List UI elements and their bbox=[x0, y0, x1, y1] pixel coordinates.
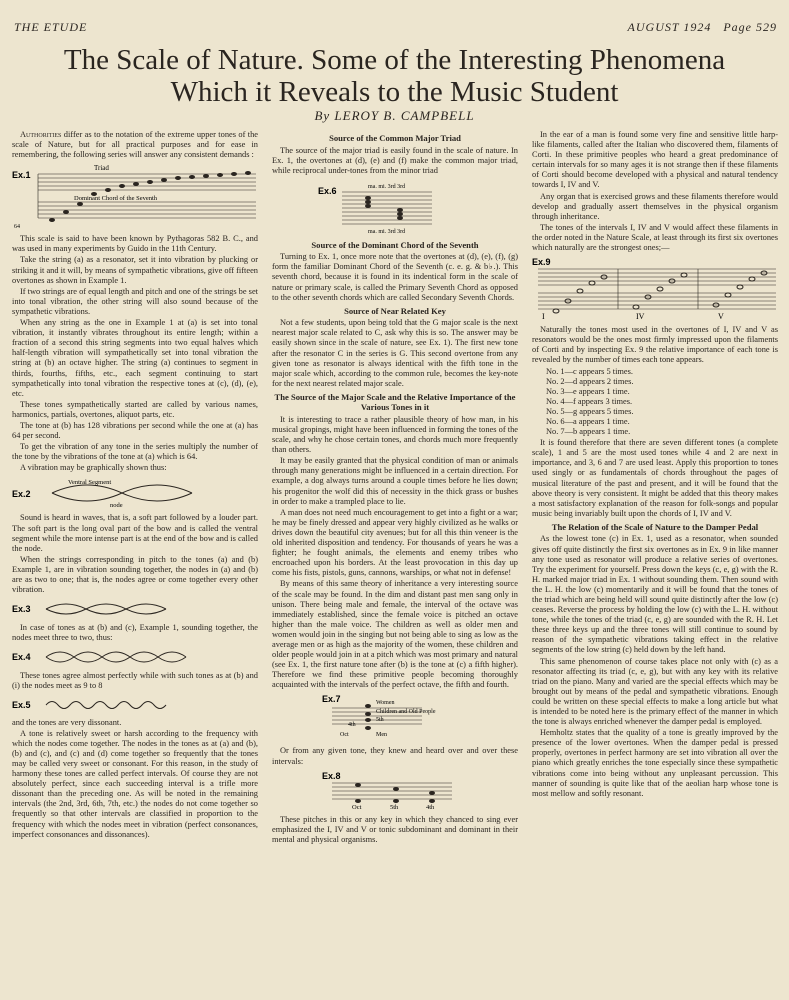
example-1-staff bbox=[12, 164, 258, 230]
example-3-wave bbox=[12, 599, 258, 619]
example-7-staff bbox=[272, 694, 518, 742]
example-2-label: Ex.2 bbox=[12, 489, 31, 500]
example-9-staff bbox=[532, 257, 778, 321]
low-c-label: 64 bbox=[14, 224, 20, 231]
heading-damper-pedal: The Relation of the Scale of Nature to the Damper Pedal bbox=[551, 521, 759, 532]
article-title: The Scale of Nature. Some of the Interesting Phenomena Which it Reveals to the Music Student bbox=[63, 44, 726, 108]
svg-text:Children and Old People: Children and Old People bbox=[376, 709, 436, 716]
example-6-label: Ex.6 bbox=[318, 185, 337, 196]
svg-text:4th: 4th bbox=[426, 803, 435, 811]
example-5-wave bbox=[12, 696, 258, 714]
svg-text:I: I bbox=[542, 312, 545, 322]
example-6-staff bbox=[272, 180, 518, 236]
svg-text:IV: IV bbox=[636, 312, 645, 322]
heading-near-related-key: Source of Near Related Key bbox=[344, 305, 446, 316]
example-8-label: Ex.8 bbox=[322, 770, 341, 781]
heading-major-triad: Source of the Common Major Triad bbox=[329, 133, 461, 143]
magazine-name: THE ETUDE bbox=[14, 20, 88, 34]
ventral-segment-label: Ventral Segment bbox=[68, 479, 112, 487]
svg-text:Women: Women bbox=[376, 700, 395, 707]
list-item: No. 1—c appears 5 times. bbox=[546, 366, 633, 376]
svg-text:ma. mi. 3rd 3rd: ma. mi. 3rd 3rd bbox=[368, 183, 406, 190]
svg-text:Ex.5: Ex.5 bbox=[12, 699, 31, 710]
issue-date-page: AUGUST 1924 Page 529 bbox=[627, 20, 777, 34]
list-item: No. 5—g appears 5 times. bbox=[546, 406, 634, 416]
svg-text:Ex.4: Ex.4 bbox=[12, 652, 31, 663]
list-item: No. 7—b appears 1 time. bbox=[546, 427, 631, 437]
column-1: Authorities differ as to the notation of the extreme upper tones of the scale of Nature, but for all practical purposes and for ease in remembering, the following series will answer any consistent demands : Ex.1 Triad Dominant Chord of the Seventh 64 This scale is said to have been known by Pythagoras 582 B. C., and was used in many experiments by Guido in the 11th Century. Take the string (a) as a resonator, set it into vibration by plucking or striking it and it will, by means of sympathetic vibrations, give off fifteen overtones as shown in Example 1. If two strings are of equal length and pitch and one of the strings be set into tonal vibration, the other string will also sound because of the sympathetic vibrations. When any string as the one in Example 1 at (a) is set into tonal vibration, it instantly vibrates throughout its entire length; within a fraction of a second this string segments into two equal halves which half-length vibration will sympathetically set into tonal vibration the string at (b) an octave higher. The string (a) continues to segment in thirds, fourths, fifths, etc., each segment continuing to start sympathetically into tonal vibration the respective tones at (c), (d), (e), etc. These tones sympathetically started are called by various names, harmonics, partials, overtones, aliquot parts, etc. The tone at (b) has 128 vibrations per second while the one at (a) has 64 per second. To get the vibration of any tone in the series multiply the number of the tone by the vibrations of the tone at (a) which is 64. A vibration may be graphically shown thus: Ex.2 Ventral Segment node Sound is heard in waves, that is, a soft part followed by a louder part. The soft part is the long oval part of the bow and is called the ventral segment while the more intense part is at the end of the bow and is called the node. When the strings corresponding in pitch to the tones (a) and (b) Example 1, are in vibration sounding together, the nodes in (a) and (b) are as two to one; that is, the nodes agree or come together every other vibration. Ex.3 In case of tones as at (b) and (c), Example 1, sounding together, the nodes meet three to two, thus: Ex.4 These tones agree almost perfectly while with such tones as at (b) and (i) the nodes meet as 9 to 8 Ex.5 and the tones are very dissonant. A tone is relatively sweet or harsh according to the frequency with which the nodes come together. The nodes in the tones as at (a) and (b), (b) and (c), and (c) and (d) come together so frequently that the tones may be called very sweet or consonant. For this reason, in the study of harmony these tones are called perfect intervals. Of course they are not absolutely perfect, since each succeeding interval is a trifle more dissonant than the preceding one. As will be noted in the remaining intervals (the 2nd, 3rd, 6th, 7th, etc.) the nodes do not come together so frequently so that other intervals are classified in proportion to the frequency with which the nodes meet in vibration (perfect consonances, imperfect consonances and dissonances). bbox=[12, 130, 259, 839]
column-2: Source of the Common Major Triad The source of the major triad is easily found in the scale of nature. In Ex. 1, the overtones at (d), (e) and (f) make the common major triad, while reciprocal under-tones from the minor triad Ex.6 ma. mi. 3rd 3rd ma. mi. 3rd 3rd Source of the Dominant Chord of the Seventh Turning to Ex. 1, once more note that the overtones at (d), (e), (f), (g) form the familiar Dominant Chord of the Seventh (c. e. g. & b♭.). This seventh chord, because it is found in its indentical form in the scale of nature or primary scale, is called the Primary Seventh Chord as opposed to the other seventh chords which are called Secondary Seventh Chords. Source of Near Related Key Not a few students, upon being told that the G major scale is the next nearest major scale related to C, ask why this is so. The answer may be easily shown since in the scale of nature, see Ex. 1). The first new tone after the resonator C in the series is G. This second overtone from any given tone as resonator is always identical with the fifth tone in the major scale which, according to the common rule, becomes the key-note for the next nearest related major scale. The Source of the Major Scale and the Relative Importance of the Various Tones in it It is interesting to trace a rather plausible theory of how man, in his musical gropings, might have been influenced in forming the tones of the scale, and why he chose certain tones, and chords much more frequently than others. It may be easily granted that the physical condition of man or animals through many generations might be influenced in a certain direction. For example, a dog always turns around a couple times before he lies down; his progenitor the wolf did this of necessity in the thick grass or bushes in order to make a trampled place to lie. A man does not need much encouragement to get into a fight or a war; he may be finely dressed and appear very highly civilized as he walks or drives down the beautiful city avenues; but for all this thin veneer is the old inherited disposition and tendency. For thousands of years he was a fighter; he fought animals, the elements and enemy tribes who encroached upon his borders. At the least provocation in this day up come his fists, pistols, guns, cannons, warships, or what not in defense! By means of this same theory of inheritance a very interesting source of the scale may be found. In the dim and distant past men sang only in unison. There being male and female, the interval of the octave was immediately established, since the female voice is pitched an octave higher than the male voice. The children as well as older men and women would join in the singing but not being able to sing as low as the average men or as high as the majority of the women, these children and older people would join in at a pitch which was most primary and natural (see Ex. 1, the first nature tone after (b) is the tone at (c) a fifth higher). Therefore we find these primitive people becoming thoroughly acquainted with the intervals of the perfect octave, the fifth and fourth. Ex.7 Women Children and Old People 5th 4th Oct Men Or from any given tone, they knew and heard over and over these intervals: Ex.8 Oct 5th 4th These pitches in this or any key in which they chanced to sing ever emphasized the I, IV and V or tonic subdominant and dominant in their mental and physical organisms. bbox=[272, 133, 518, 844]
svg-text:Oct: Oct bbox=[340, 732, 349, 739]
example-1-label: Ex.1 bbox=[12, 170, 31, 181]
svg-text:4th: 4th bbox=[348, 722, 356, 729]
svg-text:Ex.3: Ex.3 bbox=[12, 604, 31, 615]
svg-text:5th: 5th bbox=[390, 803, 399, 811]
example-9-label: Ex.9 bbox=[532, 257, 551, 268]
list-item: No. 2—d appears 2 times. bbox=[546, 376, 634, 386]
byline: By LEROY B. CAMPBELL bbox=[314, 108, 475, 123]
example-7-label: Ex.7 bbox=[322, 694, 341, 705]
svg-text:Oct: Oct bbox=[352, 803, 362, 811]
node-label: node bbox=[110, 502, 123, 510]
column-3: In the ear of a man is found some very fine and sensitive little harp-like filaments, called after the Italian who discovered them, filaments of Corti. In these primitive peoples who heard a great predominance of certain intervals for so many ages it is not strange then if these filaments of Corti should become developed with a physical and natural tendency towards I, IV and V. Any organ that is exercised grows and these filaments therefore would develop and gradually assert themselves in the physical organism through inheritance. The tones of the intervals I, IV and V would affect these filaments in the order noted in the Nature Scale, at least through its first six overtones which naturally are the strongest ones;— Ex.9 I IV V Naturally the tones most used in the overtones of I, IV and V as resonators would be the ones most firmly impressed upon the filaments of Corti and by inspecting Ex. 9 the relative importance of each tone is revealed by the number of times each tone appears. No. 1—c appears 5 times. No. 2—d appears 2 times. No. 3—e appears 1 time. No. 4—f appears 3 times. No. 5—g appears 5 times. No. 6—a appears 1 time. No. 7—b appears 1 time. It is found therefore that there are seven different tones (a complete scale), 1 and 5 are the most used tones while 4 and 2 are next in importance, and 3, 6 and 7 are used least. Apply this proportion to tones used singly or as fundamentals of chords throughout the pages of musical literature of the past and present, and it will be found that the above theory is very consistent. It might be added that this theory makes a most satisfactory explanation of the reason for folk-songs and popular music being invariably built upon the chords of I, IV and V. The Relation of the Scale of Nature to the Damper Pedal As the lowest tone (c) in Ex. 1, used as a resonator, when sounded gives off quite distinctly the first six overtones as in Ex. 9 in like manner any tone used as resonator will produce a relative series of overtones. Try the experiment for yourself. Press down the keys (c, e, g) with the R. H. marked major triad in Ex. 1 without sounding them. Then sound with the L. H. the low (c) momentarily and it will be found that the tones of the triad which are being held will sound quite distinctly after the low (c) ceases. Reverse the process by holding the low (c) with the L. H. without tone, while the tones of the triad (c, e, g) are sounded with the R. H. Let these three keys up and the three tones will still continue to sound by reason of the sympathetic vibrations taking effect in the relative segments of the low string (c) held down by the left hand. This same phenomenon of course takes place not only with (c) as a resonator affecting its triad (c, e, g), but with any key with its relative triad on the piano. Many and varied are the special effects which may be brought out by means of the pedal and sympathetic vibrations. Enough could be written on these special effects to make a long article but what is intended to be noted here is the primary effect of the manner in which the tone is always enriched whenever the damper pedal is employed. Hemholtz states that the quality of a tone is greatly improved by the presence of the lower overtones. When the damper pedal is pressed properly, overtones in perfect harmony are set into vibration all over the piano which greatly enriches the tone especially since these sympathetic vibrations come into being without any unpleasant percussion. This manner of sounding is quite like that of the aeolian harp whose tone is most mellow and softly resonant. bbox=[532, 130, 778, 798]
example-4-wave bbox=[12, 647, 258, 667]
triad-label: Triad bbox=[94, 164, 109, 173]
svg-text:Men: Men bbox=[376, 732, 387, 739]
list-item: No. 6—a appears 1 time. bbox=[546, 416, 630, 426]
svg-text:V: V bbox=[718, 312, 724, 322]
page-header bbox=[14, 20, 777, 36]
heading-major-scale-source: The Source of the Major Scale and the Relative Importance of the Various Tones in it bbox=[274, 391, 516, 413]
example-2-wave bbox=[12, 477, 258, 509]
tone-count-list bbox=[546, 367, 778, 438]
dominant-label: Dominant Chord of the Seventh bbox=[74, 195, 158, 203]
example-8-staff bbox=[272, 771, 518, 811]
svg-text:5th: 5th bbox=[376, 717, 384, 724]
list-item: No. 3—e appears 1 time. bbox=[546, 386, 630, 396]
list-item: No. 4—f appears 3 times. bbox=[546, 396, 633, 406]
heading-dominant-seventh: Source of the Dominant Chord of the Seventh bbox=[311, 239, 479, 250]
svg-text:ma. mi. 3rd 3rd: ma. mi. 3rd 3rd bbox=[368, 228, 406, 235]
